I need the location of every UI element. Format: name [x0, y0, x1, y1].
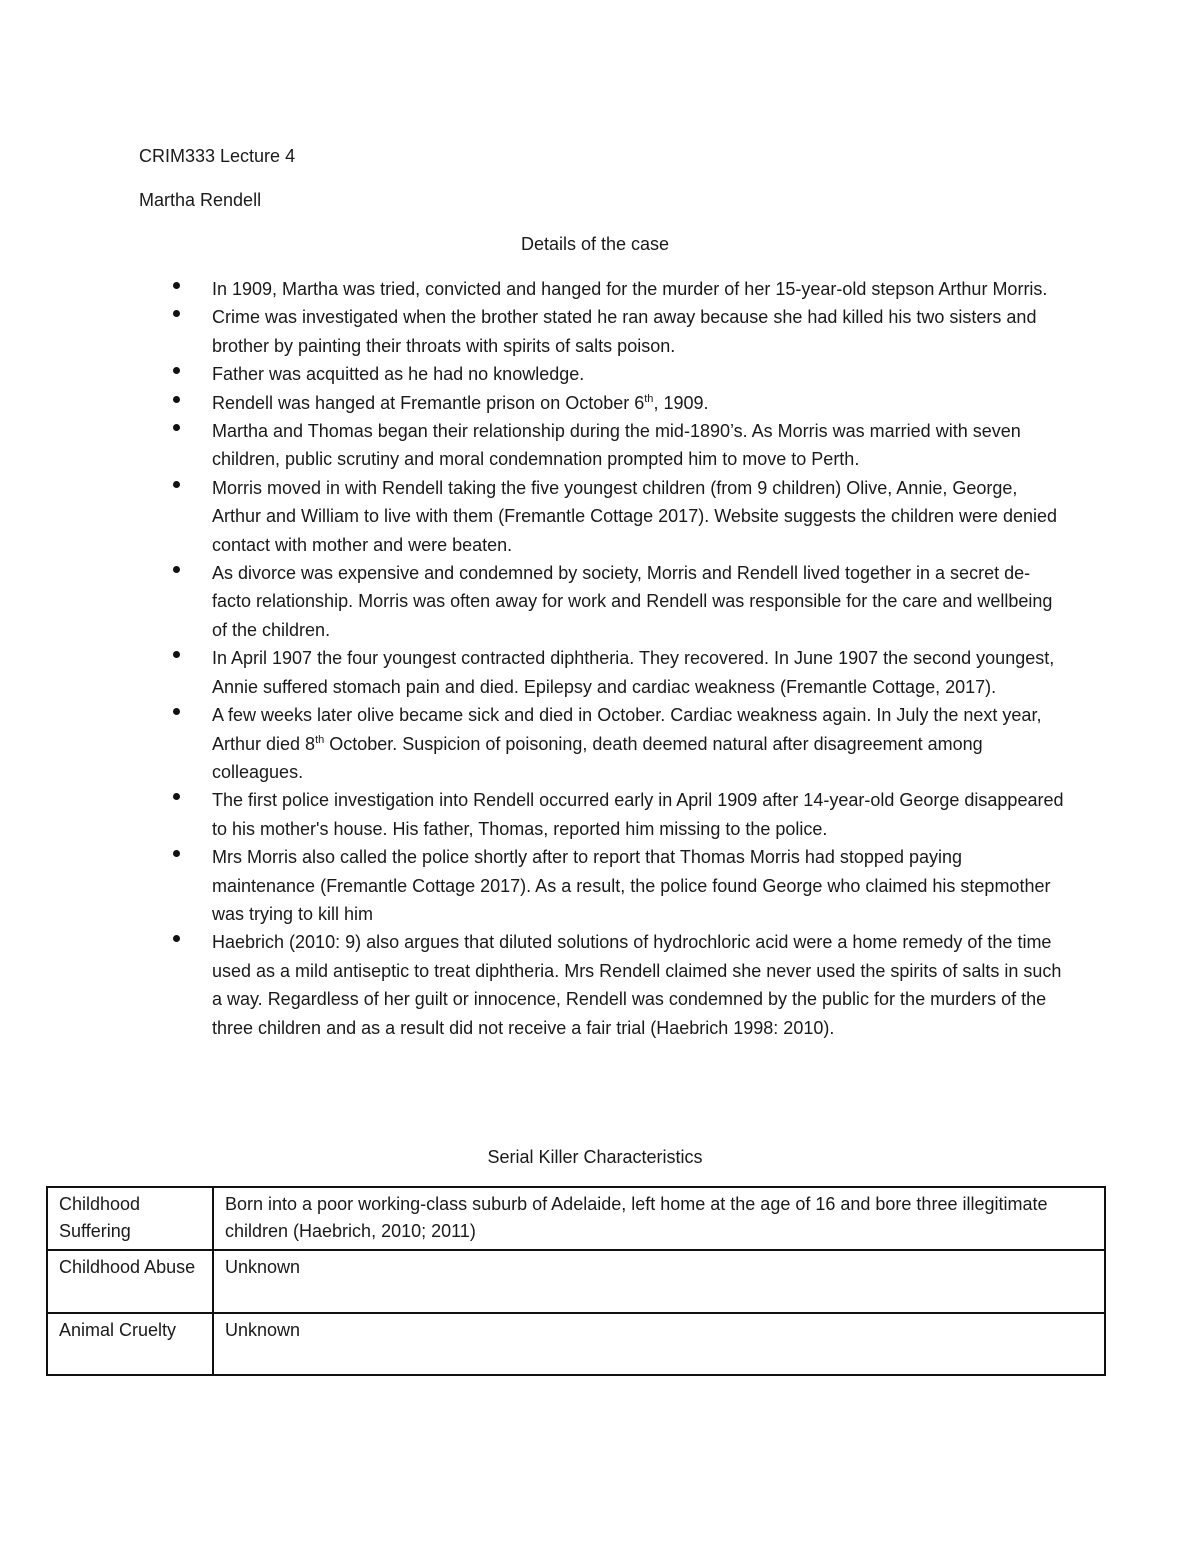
bullet-icon	[173, 793, 180, 800]
list-item	[139, 843, 1069, 928]
subject-name: Martha Rendell	[139, 190, 262, 210]
list-item	[139, 559, 1069, 644]
table-row	[47, 1313, 1105, 1375]
bullet-icon	[173, 935, 180, 942]
list-item	[139, 275, 1069, 303]
bullet-icon	[173, 310, 180, 317]
list-item-text: Martha and Thomas began their relationship during the mid-1890’s. As Morris was married with seven children, public scrutiny and moral condemnation prompted him to move to Perth.	[212, 421, 1021, 470]
list-item-text: Haebrich (2010: 9) also argues that diluted solutions of hydrochloric acid were a home remedy of the time used as a mild antiseptic to treat diphtheria. Mrs Rendell claimed she never used the spirits of salts in such a way. Regardless of her guilt or innocence, Rendell was condemned by the public for the murders of the three children and as a result did not receive a fair trial (Haebrich 1998: 2010).	[212, 932, 1062, 1038]
list-item-text: October. Suspicion of poisoning, death deemed natural after disagreement among colleagues.	[212, 733, 983, 782]
characteristics-heading: Serial Killer Characteristics	[487, 1147, 703, 1167]
list-item	[139, 644, 1069, 701]
table-row	[47, 1250, 1105, 1313]
bullet-icon	[173, 850, 180, 857]
list-item-text: , 1909.	[653, 392, 709, 413]
table-cell-value: Unknown	[213, 1313, 1105, 1375]
list-item	[139, 360, 1069, 388]
characteristics-table	[46, 1186, 1106, 1376]
bullet-icon	[173, 367, 180, 374]
list-item-text: Father was acquitted as he had no knowledge.	[212, 364, 585, 385]
list-item-text: Mrs Morris also called the police shortly after to report that Thomas Morris had stopped paying maintenance (Fremantle Cottage 2017). As a result, the police found George who claimed his stepmother was trying to kill him	[212, 847, 1051, 924]
bullet-icon	[173, 396, 180, 403]
list-item-text: Morris moved in with Rendell taking the five youngest children (from 9 children) Olive, Annie, George, Arthur and William to live with them (Fremantle Cottage 2017). Website suggests the children were denied contact with mother and were beaten.	[212, 477, 1058, 555]
list-item	[139, 389, 1069, 417]
table-cell-value: Born into a poor working-class suburb of Adelaide, left home at the age of 16 and bore three illegitimate children (Haebrich, 2010; 2011)	[213, 1187, 1105, 1250]
bullet-icon	[173, 708, 180, 715]
bullet-icon	[173, 481, 180, 488]
bullet-icon	[173, 282, 180, 289]
list-item-text: In 1909, Martha was tried, convicted and hanged for the murder of her 15-year-old stepson Arthur Morris.	[212, 279, 1048, 299]
table-cell-label: Childhood Suffering	[47, 1187, 213, 1250]
table-cell-label: Animal Cruelty	[47, 1313, 213, 1375]
list-item-text: A few weeks later olive became sick and died in October. Cardiac weakness again. In July the next year, Arthur died 8	[212, 705, 1042, 754]
bullet-icon	[173, 424, 180, 431]
list-item	[139, 786, 1069, 843]
table-cell-value: Unknown	[213, 1250, 1105, 1313]
table-row	[47, 1187, 1105, 1250]
list-item-text: The first police investigation into Rendell occurred early in April 1909 after 14-year-old George disappeared to his mother's house. His father, Thomas, reported him missing to the police.	[212, 790, 1064, 839]
list-item-text: Rendell was hanged at Fremantle prison on October 6	[212, 392, 645, 413]
list-item	[139, 303, 1069, 360]
list-item	[139, 417, 1069, 474]
course-title: CRIM333 Lecture 4	[139, 146, 296, 166]
ordinal-suffix: th	[644, 392, 654, 405]
list-item-text: In April 1907 the four youngest contracted diphtheria. They recovered. In June 1907 the second youngest, Annie suffered stomach pain and died. Epilepsy and cardiac weakness (Fremantle Cottage, 2017).	[212, 648, 1055, 697]
list-item-text: As divorce was expensive and condemned by society, Morris and Rendell lived together in a secret de-facto relationship. Morris was often away for work and Rendell was responsible for the care and wellbeing of the children.	[212, 563, 1053, 640]
details-heading: Details of the case	[520, 234, 670, 254]
list-item	[139, 928, 1069, 1042]
list-item	[139, 701, 1069, 786]
case-details-list	[139, 275, 1069, 1042]
list-item	[139, 474, 1069, 559]
ordinal-suffix: th	[315, 733, 325, 746]
list-item-text: Crime was investigated when the brother stated he ran away because she had killed his two sisters and brother by painting their throats with spirits of salts poison.	[212, 307, 1037, 356]
table-cell-label: Childhood Abuse	[47, 1250, 213, 1313]
bullet-icon	[173, 566, 180, 573]
bullet-icon	[173, 651, 180, 658]
